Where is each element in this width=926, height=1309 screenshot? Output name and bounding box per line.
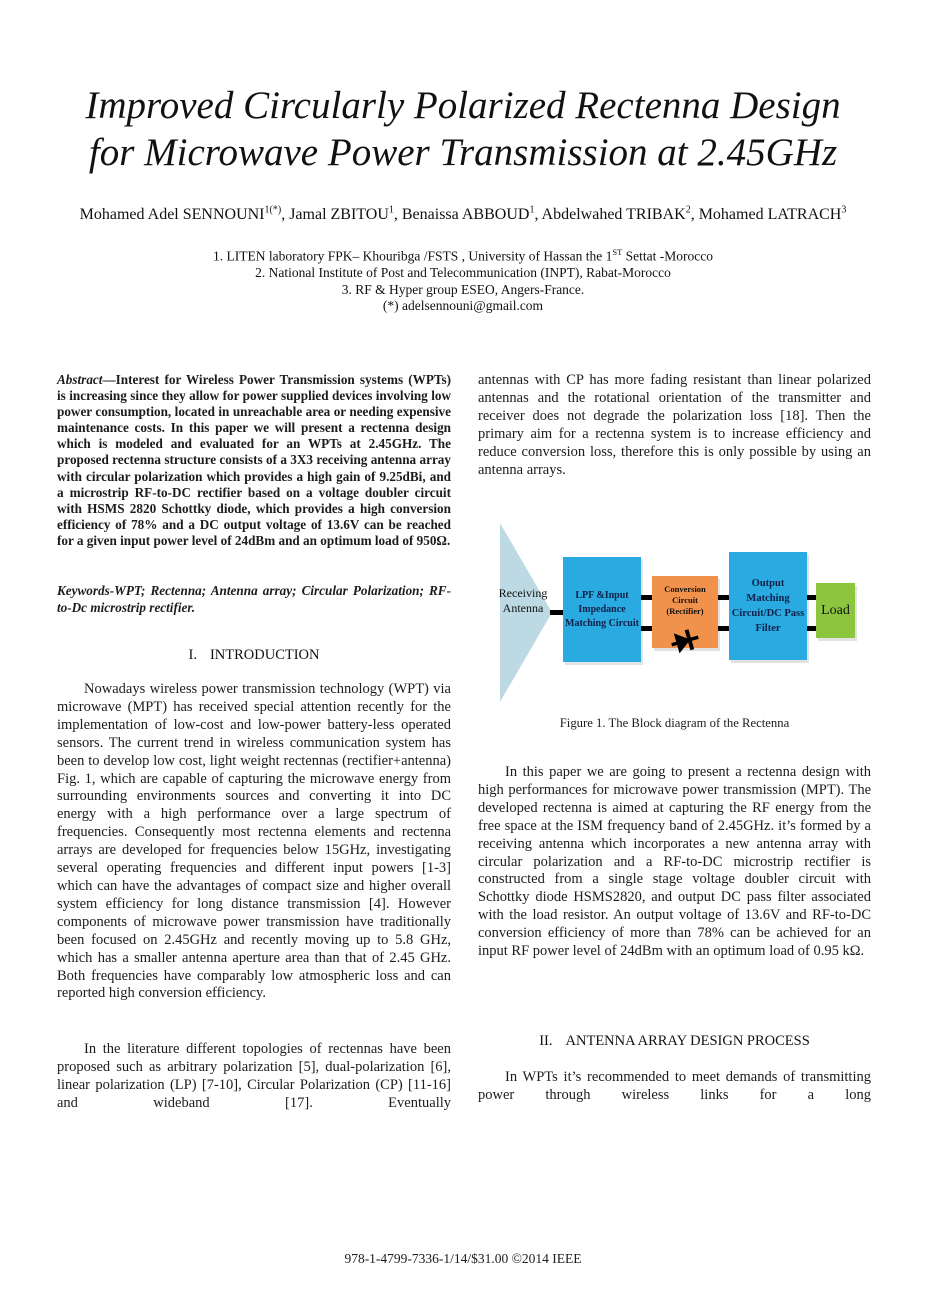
affiliation-1-text: 1. LITEN laboratory FPK– Khouribga /FSTS , University of Hassan the 1 (213, 248, 613, 264)
affiliation-3: 3. RF & Hyper group ESEO, Angers-France. (341, 281, 585, 297)
block2-line-2: (Rectifier) (666, 606, 704, 616)
section-1-title: INTRODUCTION (209, 647, 320, 663)
author-2-superscript: 1 (388, 205, 394, 216)
affiliations (0, 244, 926, 315)
load-label: Load (821, 602, 850, 618)
intro-paragraph-2: In the literature different topologies of rectennas have been proposed such as arbitrary polarization [5], dual-polarization [6], linear polarization (LP) [7-10], Circular Polarization (CP) [11-16] and wideband [17]. Eventually (57, 1041, 451, 1111)
author-list (0, 205, 926, 224)
author-4-name: , Abdelwahed TRIBAK (534, 206, 686, 224)
title-line-2: for Microwave Power Transmission at 2.45GHz (88, 131, 838, 174)
author-1-name: Mohamed Adel SENNOUNI (79, 206, 265, 224)
block3-line-2: Circuit/DC Pass (731, 608, 805, 619)
affiliation-2: 2. National Institute of Post and Telecommunication (INPT), Rabat-Morocco (255, 265, 671, 281)
diode-icon (670, 626, 700, 656)
conversion-circuit-block (652, 576, 718, 648)
author-1-superscript: 1(*) (264, 205, 282, 216)
section-2-heading (478, 1033, 871, 1050)
receiving-antenna-label (492, 586, 554, 616)
affiliation-1-superscript: ST (612, 247, 623, 257)
section-2-title: ANTENNA ARRAY DESIGN PROCESS (565, 1033, 810, 1049)
block1-line-2: Impedance (578, 603, 626, 615)
affiliation-1 (0, 244, 926, 265)
title-line-1: Improved Circularly Polarized Rectenna Design (85, 84, 841, 127)
author-5-name: , Mohamed LATRACH (690, 206, 842, 224)
intro-paragraph-1: Nowadays wireless power transmission technology (WPT) via microwave (MPT) has received special attention recently for the implementation of low-cost and low-power battery-less operated sensors. The current trend in wireless communication system has been to develop low cost, light weight rectennas (rectifier+antenna) Fig. 1, which are capable of capturing the microwave energy from surrounding environments sources and converting it into DC energy with a high performance over a large spectrum of frequencies. Consequently most rectenna elements and rectenna arrays are developed for frequencies below 15GHz, investigating several operating frequencies and different input powers [1-3] which can have the advantages of compact size and higher overall system efficiency for long distance transmission [4]. However components of microwave power transmission have traditionally been focused on 2.45GHz and recently moving up to 5.8 GHz, which has a smaller antenna aperture area than that of 2.45 GHz. Both frequencies have comparably low atmospheric loss and can reported high conversion efficiency. (57, 681, 451, 1002)
author-4 (534, 206, 690, 223)
antenna-label-line-2: Antenna (502, 601, 544, 615)
copyright-footer: 978-1-4799-7336-1/14/$31.00 ©2014 IEEE (344, 1251, 582, 1266)
author-5 (691, 206, 847, 223)
author-5-superscript: 3 (841, 205, 847, 216)
block2-line-1: Conversion Circuit (664, 584, 706, 605)
author-3 (394, 206, 535, 223)
paper-title (0, 82, 926, 176)
lpf-input-matching-block (563, 557, 641, 662)
figure-1-block-diagram (478, 514, 878, 710)
keywords: Keywords-WPT; Rectenna; Antenna array; Circular Polarization; RF-to-Dc microstrip rectifier. (57, 583, 451, 615)
section-2-number: II. (539, 1033, 553, 1049)
affiliation-1-text-end: Settat -Morocco (622, 248, 713, 264)
section-1-number: I. (188, 647, 197, 663)
author-1 (80, 206, 282, 223)
right-column-paragraph-1: antennas with CP has more fading resistant than linear polarized antennas and the rotational orientation of the transmitter and receiver does not degrade the polarization loss [18]. Then the primary aim for a rectenna system is to increase efficiency and reduce conversion loss, therefore this is only possible by using an antenna arrays. (478, 372, 871, 478)
right-column-paragraph-2: In this paper we are going to present a rectenna design with high performances for microwave power transmission (MPT). The developed rectenna is aimed at capturing the RF energy from the free space at the ISM frequency band of 2.45GHz. it’s formed by a receiving antenna which incorporates a new antenna array with circular polarization and a RF-to-DC microstrip rectifier is constructed from a single stage voltage doubler circuit with Schottky diode HSMS2820, and output DC pass filter associated with the load resistor. An output voltage of 13.6V and RF-to-DC conversion efficiency of more than 78% can be achieved for an input RF power level of 24dBm with an optimum load of 0.95 kΩ. (478, 764, 871, 960)
block3-line-1: Output Matching (746, 578, 790, 604)
abstract-text: —Interest for Wireless Power Transmission systems (WPTs) is increasing since they allow for power supplied devices involving low power consumption, located in unreachable area or needing expensive maintenance costs. In this paper we will present a rectenna design which is modeled and evaluated for an WPTs at 2.45GHz. The proposed rectenna structure consists of a 3X3 receiving antenna array with circular polarization which provides a high gain of 9.25dBi, and a microstrip RF-to-DC rectifier based on a voltage doubler circuit with HSMS 2820 Schottky diode, which provides a high conversion efficiency of 78% and a DC output voltage of 13.6V can be reached for a given input power level of 24dBm and an optimum load of 950Ω. (57, 372, 451, 548)
author-2-name: , Jamal ZBITOU (281, 206, 389, 224)
section-1-heading (57, 647, 451, 664)
figure-1-caption: Figure 1. The Block diagram of the Rectenna (559, 716, 790, 730)
block1-line-1: LPF &Input (575, 589, 629, 601)
output-matching-block (729, 552, 807, 660)
author-3-name: , Benaissa ABBOUD (393, 206, 530, 224)
right-column-paragraph-3: In WPTs it’s recommended to meet demands of transmitting power through wireless links for a long (478, 1069, 871, 1103)
author-4-superscript: 2 (685, 205, 691, 216)
block3-line-3: Filter (755, 623, 781, 634)
author-2 (281, 206, 394, 223)
author-3-superscript: 1 (529, 205, 535, 216)
email-line: (*) adelsennouni@gmail.com (382, 298, 544, 314)
abstract-label: Abstract (57, 372, 103, 387)
load-block (816, 583, 855, 638)
antenna-label-line-1: Receiving (498, 586, 548, 600)
block1-line-3: Matching Circuit (565, 617, 639, 629)
abstract (57, 372, 451, 549)
